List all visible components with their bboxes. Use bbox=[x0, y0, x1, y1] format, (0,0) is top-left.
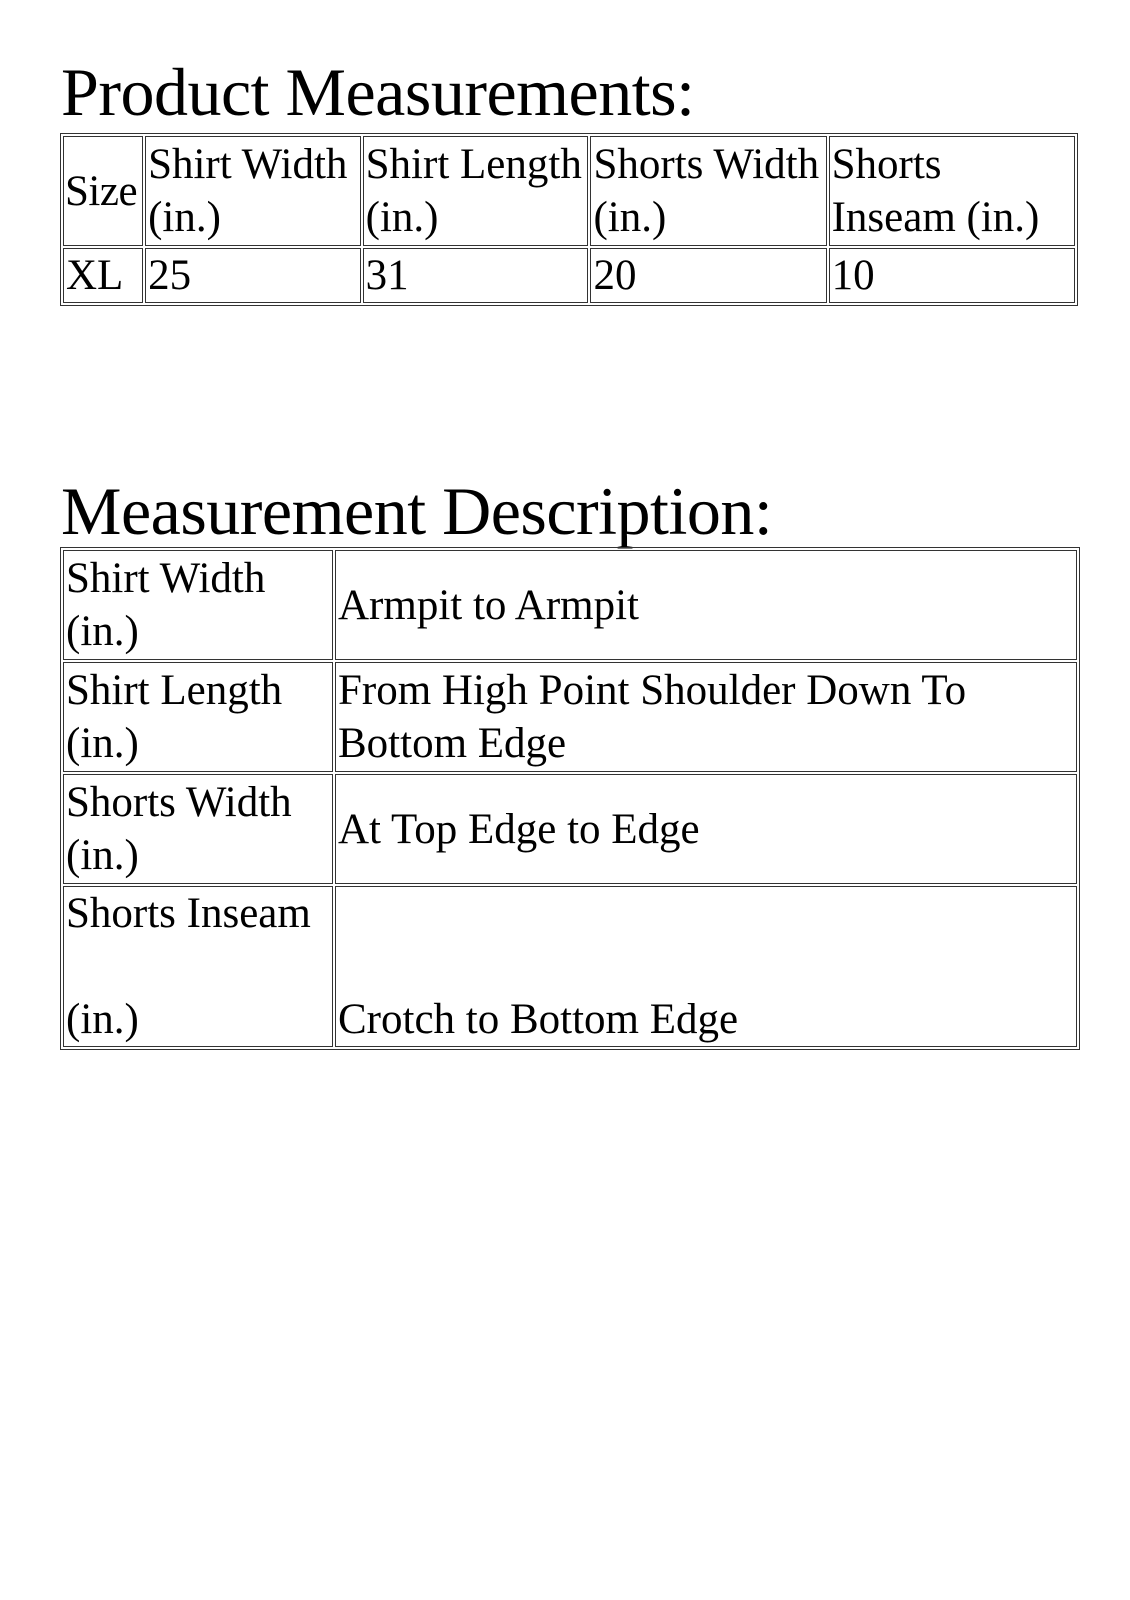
cell-shirt-length: 31 bbox=[363, 248, 589, 303]
table-header-row bbox=[63, 136, 1075, 246]
description-text: Crotch to Bottom Edge bbox=[335, 886, 1077, 1047]
description-text: Armpit to Armpit bbox=[335, 550, 1077, 660]
table-row bbox=[63, 248, 1075, 303]
table-row bbox=[63, 886, 1077, 1047]
table-row bbox=[63, 550, 1077, 660]
header-shorts-width: Shorts Width (in.) bbox=[590, 136, 826, 246]
header-shorts-inseam: Shorts Inseam (in.) bbox=[829, 136, 1075, 246]
product-measurements-title: Product Measurements: bbox=[61, 54, 695, 130]
description-text: At Top Edge to Edge bbox=[335, 774, 1077, 884]
description-label: Shorts Width (in.) bbox=[63, 774, 333, 884]
measurement-description-table bbox=[60, 547, 1080, 1050]
header-shirt-length: Shirt Length (in.) bbox=[363, 136, 589, 246]
product-measurements-table bbox=[60, 133, 1078, 306]
description-label: Shorts Inseam (in.) bbox=[63, 886, 333, 1047]
table-row bbox=[63, 774, 1077, 884]
table-row bbox=[63, 662, 1077, 772]
description-label: Shirt Length (in.) bbox=[63, 662, 333, 772]
cell-shirt-width: 25 bbox=[145, 248, 361, 303]
description-text: From High Point Shoulder Down To Bottom Edge bbox=[335, 662, 1077, 772]
cell-shorts-inseam: 10 bbox=[829, 248, 1075, 303]
measurement-description-title: Measurement Description: bbox=[61, 473, 773, 549]
cell-shorts-width: 20 bbox=[590, 248, 826, 303]
header-size: Size bbox=[63, 136, 143, 246]
cell-size: XL bbox=[63, 248, 143, 303]
description-label: Shirt Width (in.) bbox=[63, 550, 333, 660]
header-shirt-width: Shirt Width (in.) bbox=[145, 136, 361, 246]
